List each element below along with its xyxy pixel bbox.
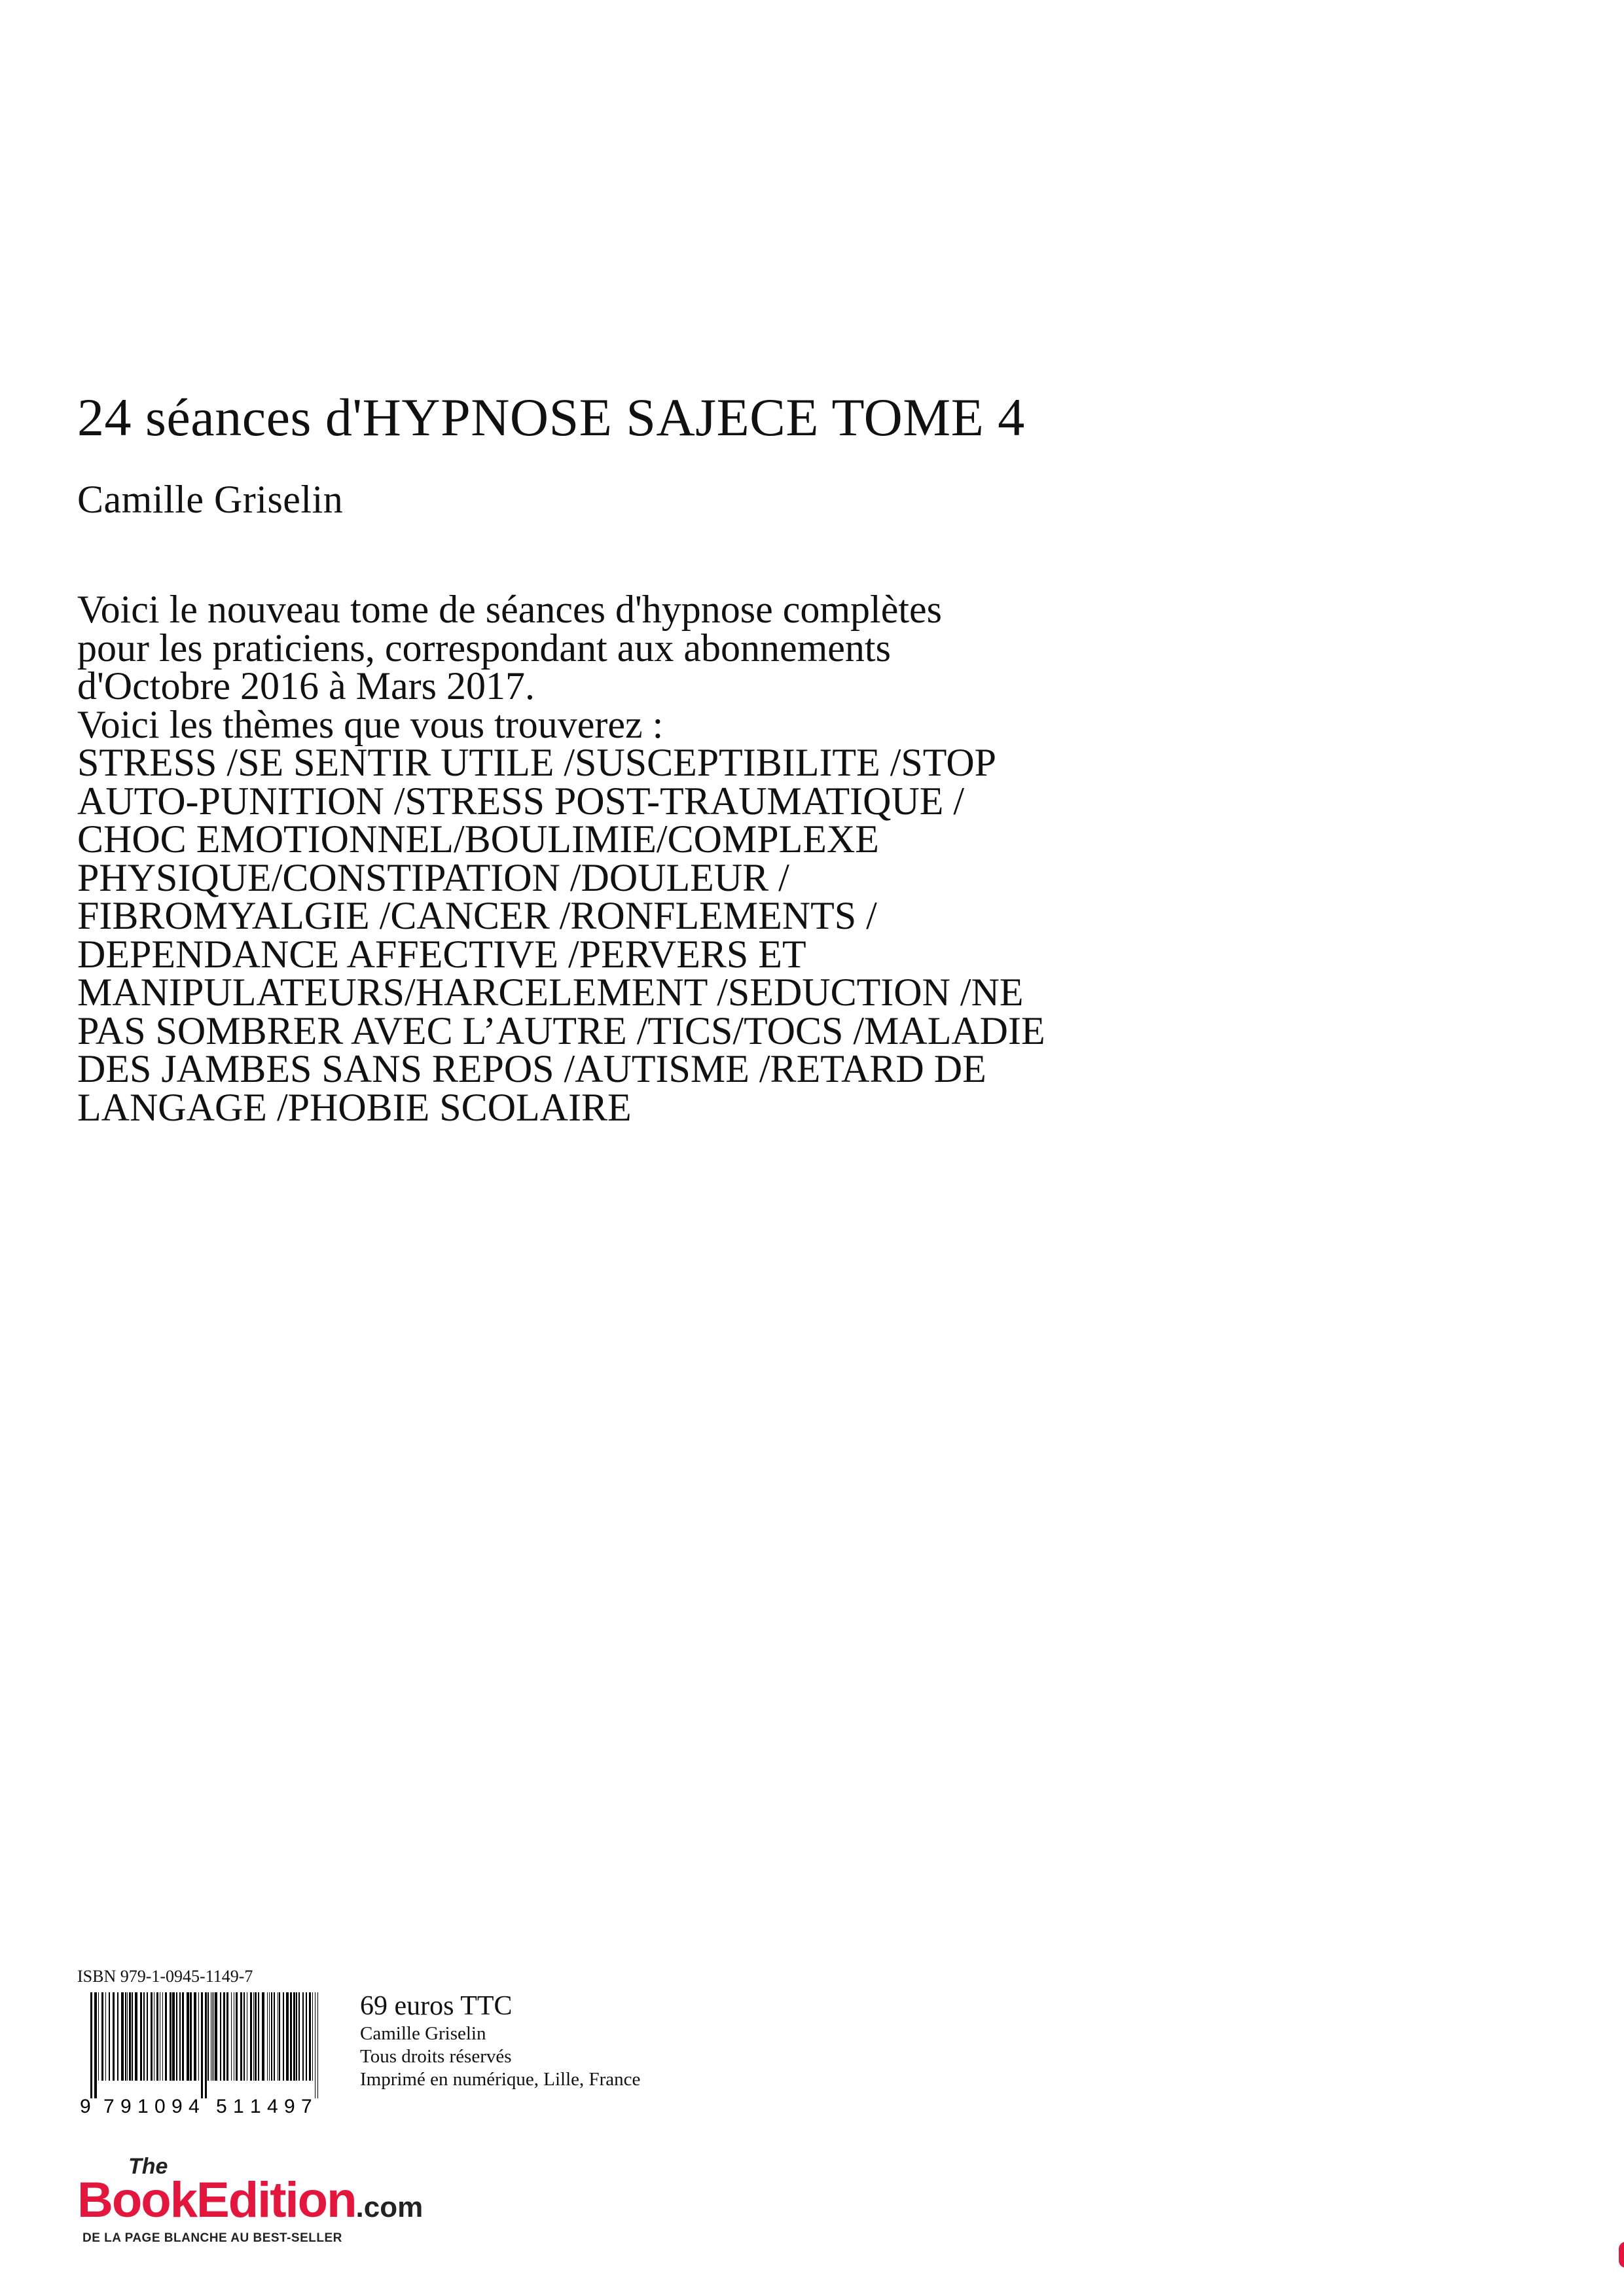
barcode-bar (170, 1992, 171, 2081)
barcode-bar (151, 1992, 153, 2081)
barcode-bar (201, 1992, 203, 2098)
barcode-digit: 4 (189, 2096, 200, 2117)
barcode-bar (105, 1992, 106, 2081)
barcode-bar (309, 1992, 311, 2081)
barcode-bar (98, 1992, 99, 2081)
barcode-bar (205, 1992, 207, 2098)
barcode-digit: 1 (137, 2096, 149, 2117)
barcode-bar (283, 1992, 284, 2081)
barcode-bar (271, 1992, 272, 2081)
logo-wordmark (77, 2174, 423, 2234)
imprint-block (360, 1990, 640, 2091)
barcode-bar (101, 1992, 103, 2081)
barcode-bar (255, 1992, 257, 2081)
barcode-bar (190, 1992, 192, 2081)
barcode-bar (198, 1992, 199, 2081)
barcode-bar (231, 1992, 232, 2081)
barcode-digit: 5 (216, 2096, 227, 2117)
barcode-digit: 9 (171, 2096, 183, 2117)
barcode-digit: 0 (154, 2096, 166, 2117)
barcode-bar (302, 1992, 304, 2081)
description-line: CHOC EMOTIONNEL/BOULIMIE/COMPLEXE (77, 817, 879, 861)
barcode-bar (226, 1992, 228, 2081)
barcode-bar (140, 1992, 142, 2081)
barcode-digit: 7 (103, 2096, 115, 2117)
barcode-digit: 4 (267, 2096, 278, 2117)
barcode-bar (94, 1992, 97, 2098)
barcode-bar (165, 1992, 167, 2081)
description-line: AUTO-PUNITION /STRESS POST-TRAUMATIQUE / (77, 779, 965, 823)
description-line: Voici les thèmes que vous trouverez : (77, 702, 664, 746)
barcode-bar (121, 1992, 124, 2081)
barcode-digit: 1 (233, 2096, 244, 2117)
barcode-bar (129, 1992, 131, 2081)
barcode-bar (109, 1992, 110, 2081)
barcode-digit: 1 (250, 2096, 261, 2117)
barcode-bar (125, 1992, 126, 2081)
description-line: PHYSIQUE/CONSTIPATION /DOULEUR / (77, 855, 789, 899)
barcode-bar (253, 1992, 254, 2081)
publisher-logo (77, 2153, 470, 2251)
barcode-bar (172, 1992, 175, 2081)
logo-brand: BookEdition (77, 2172, 356, 2228)
barcode-bar (187, 1992, 189, 2081)
rights-holder: Camille Griselin (360, 2023, 486, 2044)
barcode-digit: 9 (120, 2096, 132, 2117)
barcode-bar (208, 1992, 209, 2081)
barcode-bar (262, 1992, 264, 2081)
description-line: pour les praticiens, correspondant aux abonnements (77, 626, 891, 670)
description-line: Voici le nouveau tome de séances d'hypnose complètes (77, 588, 942, 631)
book-title: 24 séances d'HYPNOSE SAJECE TOME 4 (77, 387, 1025, 447)
barcode-bar (220, 1992, 221, 2081)
edge-mark (1619, 2242, 1624, 2268)
barcode-digit: 9 (284, 2096, 295, 2117)
barcode-bar (213, 1992, 214, 2081)
barcode-bar (90, 1992, 92, 2098)
barcode-bar (147, 1992, 148, 2081)
barcode-bar (132, 1992, 133, 2081)
barcode-bar (244, 1992, 245, 2081)
book-description (77, 588, 1255, 1129)
description-line: PAS SOMBRER AVEC L’AUTRE /TICS/TOCS /MALADIE (77, 1009, 1045, 1052)
barcode-bar (127, 1992, 128, 2081)
logo-the: The (128, 2154, 168, 2179)
barcode-bar (286, 1992, 289, 2081)
barcode-bar (240, 1992, 242, 2081)
barcode-bar (212, 1992, 213, 2081)
description-line: DES JAMBES SANS REPOS /AUTISME /RETARD DE (77, 1047, 986, 1090)
description-line: FIBROMYALGIE /CANCER /RONFLEMENTS / (77, 894, 877, 937)
barcode-bar (117, 1992, 118, 2081)
price: 69 euros TTC (360, 1991, 513, 2021)
barcode-bar (269, 1992, 270, 2081)
barcode-bar (182, 1992, 184, 2081)
barcode-bar (143, 1992, 145, 2081)
barcode-bar (312, 1992, 313, 2081)
logo-tld: .com (355, 2191, 424, 2223)
barcode-bar (290, 1992, 292, 2081)
barcode-bar (296, 1992, 297, 2081)
barcode-bar (293, 1992, 295, 2081)
barcode (77, 1992, 326, 2117)
barcode-bar (223, 1992, 225, 2081)
barcode-bar (258, 1992, 259, 2081)
description-line: d'Octobre 2016 à Mars 2017. (77, 664, 535, 708)
barcode-bar (267, 1992, 268, 2081)
barcode-bar (113, 1992, 115, 2081)
barcode-digit: 9 (80, 2096, 91, 2117)
barcode-bar (250, 1992, 252, 2081)
barcode-bar (236, 1992, 238, 2081)
barcode-bar (179, 1992, 181, 2081)
barcode-bar (176, 1992, 177, 2081)
barcode-digit: 7 (301, 2096, 312, 2117)
isbn-label: ISBN 979-1-0945-1149-7 (77, 1967, 253, 1986)
barcode-bar (298, 1992, 300, 2081)
description-line: DEPENDANCE AFFECTIVE /PERVERS ET (77, 932, 806, 976)
description-line: LANGAGE /PHOBIE SCOLAIRE (77, 1085, 632, 1129)
barcode-bar (162, 1992, 163, 2081)
barcode-bar (306, 1992, 307, 2081)
description-line: MANIPULATEURS/HARCELEMENT /SEDUCTION /NE (77, 971, 1024, 1014)
rights-notice: Tous droits réservés (360, 2046, 512, 2067)
barcode-bar (274, 1992, 275, 2081)
barcode-bar (156, 1992, 158, 2081)
barcode-bar (317, 1992, 318, 2098)
printing-info: Imprimé en numérique, Lille, France (360, 2069, 641, 2090)
description-line: STRESS /SE SENTIR UTILE /SUSCEPTIBILITE /STOP (77, 741, 997, 784)
barcode-bar (279, 1992, 280, 2081)
isbn-block (77, 1966, 329, 2117)
logo-tagline: DE LA PAGE BLANCHE AU BEST-SELLER (82, 2231, 342, 2245)
barcode-bar (194, 1992, 196, 2081)
book-author: Camille Griselin (77, 478, 344, 521)
barcode-bar (215, 1992, 217, 2081)
barcode-bar (135, 1992, 137, 2081)
barcode-bar (315, 1992, 316, 2098)
